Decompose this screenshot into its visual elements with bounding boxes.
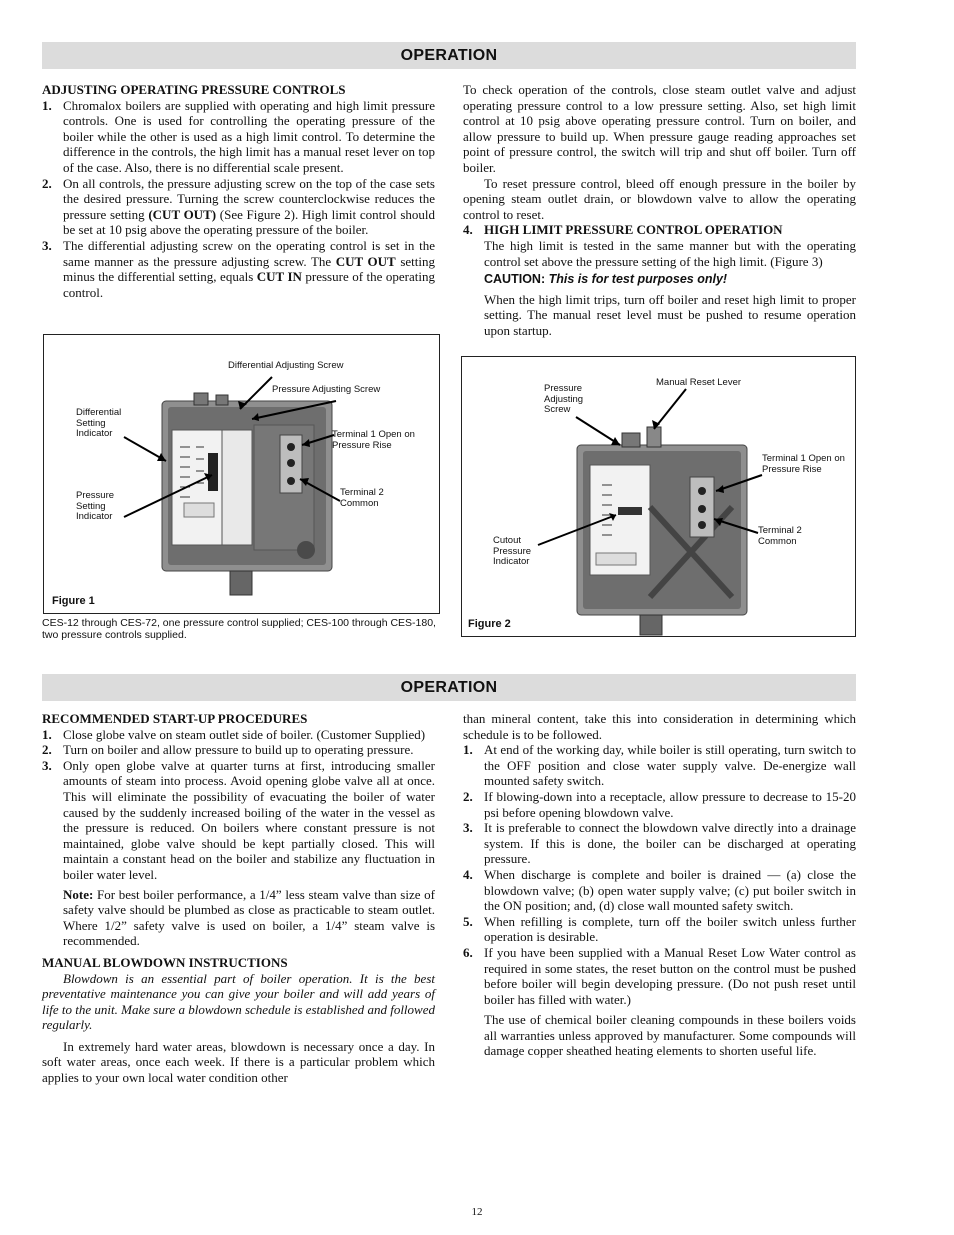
figure-1-box [43, 334, 440, 614]
figure-1-label-differential-adjusting-screw: Differential Adjusting Screw [228, 360, 344, 371]
item-number: 3. [463, 820, 473, 836]
list-item [42, 742, 435, 758]
high-limit-reset-text: When the high limit trips, turn off boiler and reset high limit to proper setting. The manual reset level must be pushed to resume operation upon startup. [484, 291, 856, 338]
figure-1-label-terminal-1: Terminal 1 Open on Pressure Rise [332, 429, 415, 451]
figure-1-label-terminal-2: Terminal 2 Common [340, 487, 384, 509]
adjusting-controls-list [42, 98, 435, 301]
figure-2-label-terminal-2: Terminal 2 Common [758, 525, 802, 547]
item-text: setting minus the differential setting, equals [63, 253, 435, 285]
item-number: 3. [42, 237, 52, 253]
item-number: 2. [42, 742, 52, 758]
item-number: 2. [42, 175, 52, 191]
figure-2-box [461, 356, 856, 637]
item-text: Turn on boiler and allow pressure to build up to operating pressure. [63, 742, 414, 758]
startup-procedures-column [42, 711, 435, 1086]
high-limit-heading: HIGH LIMIT PRESSURE CONTROL OPERATION [484, 222, 783, 238]
caution-text: This is for test purposes only! [548, 272, 728, 287]
list-item [42, 238, 435, 300]
blowdown-steps-list [463, 742, 856, 1007]
figure-1-caption: CES-12 through CES-72, one pressure control supplied; CES-100 through CES-180, two pressure controls supplied. [42, 617, 436, 641]
item-text: CUT IN [256, 269, 302, 285]
list-item [42, 758, 435, 883]
caution-label: CAUTION: [484, 272, 546, 287]
item-number: 1. [42, 97, 52, 113]
list-item [463, 742, 856, 789]
item-text: CUT OUT [335, 253, 396, 269]
item-text: Chromalox boilers are supplied with operating and high limit pressure controls. One is used for controlling the operating pressure of the boiler while the other is used as a high limit control. To determine the difference in the controls, the high limit has a manual reset lever on top of the case. Also, there is no differential scale present. [63, 97, 435, 175]
item-number: 4. [463, 866, 473, 882]
note-text: For best boiler performance, a 1/4” less steam valve than size of safety valve should be plumbed as close as practicable to steam outlet. Where 1/2” safety valve is used on boiler, a 1/4” steam valve is recommended. [63, 886, 435, 949]
list-item [463, 914, 856, 945]
figure-2-label: Figure 2 [468, 618, 511, 630]
item-text: Close globe valve on steam outlet side of boiler. (Customer Supplied) [63, 726, 426, 742]
figure-1-label: Figure 1 [52, 595, 95, 607]
high-limit-item [463, 222, 856, 269]
list-item [463, 945, 856, 1007]
section-title-operation-1: OPERATION [42, 42, 856, 69]
blowdown-intro: Blowdown is an essential part of boiler operation. It is the best preventative maintenance you can give your boiler and will add years of life to the unit. Make sure a blowdown schedule is established and followed regularly. [42, 970, 435, 1033]
startup-heading: RECOMMENDED START-UP PROCEDURES [42, 711, 308, 726]
reset-control-paragraph: To reset pressure control, bleed off enough pressure in the boiler by opening steam outlet drain, or blowdown valve to allow the operating control to reset. [463, 175, 856, 222]
item-number: 6. [463, 944, 473, 960]
valve-note [42, 887, 435, 949]
figure-1-label-pressure-adjusting-screw: Pressure Adjusting Screw [272, 384, 381, 395]
item-number: 1. [42, 726, 52, 742]
blowdown-steps-column [463, 711, 856, 1059]
check-operation-paragraph: To check operation of the controls, close steam outlet valve and adjust operating pressure control to a low pressure setting. Also, set high limit control at 10 psig above operating pressure control. Turn on boiler, and allow pressure to build up. When pressure gauge reading approaches set point of pressure control, the switch will trip and shut off boiler. Turn off boiler. [463, 82, 856, 175]
check-operation-column [463, 82, 856, 339]
blowdown-continuation: than mineral content, take this into consideration in determining which schedule is to be followed. [463, 711, 856, 742]
figure-2-illustration [462, 357, 855, 636]
item-text: When refilling is complete, turn off the boiler switch unless further operation is desirable. [484, 913, 856, 945]
item-text: pressure of the operating control. [63, 269, 435, 300]
figure-1-label-pressure-setting-indicator: Pressure Setting Indicator [76, 490, 115, 522]
list-item [42, 176, 435, 238]
item-text: When discharge is complete and boiler is drained — (a) close the blowdown valve; (b) open water supply valve; (c) put boiler switch in the ON position; and, (d) close wall mounted safety switch. [484, 866, 856, 914]
item-text: On all controls, the pressure adjusting screw on the top of the case sets the desired pressure. Turning the screw counterclockwise reduces the pressure setting [63, 175, 435, 222]
figure-2-label-pressure-adjusting-screw: Pressure Adjusting Screw [544, 383, 584, 415]
item-number: 2. [463, 788, 473, 804]
item-text: (See Figure 2). High limit control should be set at 10 psig above the operating pressure of the boiler. [63, 206, 436, 238]
figure-1-label-differential-setting-indicator: Differential Setting Indicator [76, 407, 122, 439]
list-item [42, 98, 435, 176]
blowdown-frequency-paragraph: In extremely hard water areas, blowdown is necessary once a day. In soft water areas, once each week. If there is a particular problem which applies to your own local water condition other [42, 1038, 435, 1086]
item-number: 4. [463, 222, 473, 238]
figure-2-label-manual-reset-lever: Manual Reset Lever [656, 377, 742, 388]
page-number: 12 [471, 1206, 483, 1218]
adjusting-controls-column [42, 82, 435, 300]
startup-list [42, 727, 435, 883]
item-text: Only open globe valve at quarter turns at first, introducing smaller amounts of steam into process. Avoid opening globe valve all at once. This will eliminate the possibility of evacuating the boiler of water caused by the suddenly increased boiling of the water in the vessel as the pressure is reduced. On boilers where constant pressure is not maintained, globe valve should be kept partially closed. This will maintain a constant head on the boiler and stabilize any fluctuation in boiler water level. [63, 757, 435, 882]
list-item [463, 867, 856, 914]
item-text: At end of the working day, while boiler is still operating, turn switch to the OFF position and close water supply valve. De-energize wall mounted safety switch. [484, 742, 856, 789]
section-title-operation-2: OPERATION [42, 674, 856, 701]
item-text: If blowing-down into a receptacle, allow pressure to decrease to 15-20 psi before opening blowdown valve. [484, 788, 856, 820]
item-number: 3. [42, 757, 52, 773]
blowdown-heading: MANUAL BLOWDOWN INSTRUCTIONS [42, 954, 288, 970]
item-text: (CUT OUT) [148, 206, 217, 222]
list-item [463, 820, 856, 867]
item-number: 1. [463, 742, 473, 758]
figure-2-label-cutout-pressure-indicator: Cutout Pressure Indicator [493, 535, 532, 567]
item-number: 5. [463, 913, 473, 929]
note-label: Note: [63, 886, 94, 902]
item-text: It is preferable to connect the blowdown valve directly into a drainage system. If this is done, the boiler can be discharged at operating pressure. [484, 820, 856, 867]
list-item [42, 727, 435, 743]
figure-2-label-terminal-1: Terminal 1 Open on Pressure Rise [762, 453, 845, 475]
adjusting-controls-heading: ADJUSTING OPERATING PRESSURE CONTROLS [42, 82, 346, 97]
item-text: If you have been supplied with a Manual Reset Low Water control as required in some states, the reset button on the control must be pushed before boiler will begin developing pressure. (Do not push reset until boiler has filled with water.) [484, 944, 856, 1007]
figure-1-illustration [44, 335, 439, 613]
chemical-cleaning-note: The use of chemical boiler cleaning compounds in these boilers voids all warranties unless approved by manufacturer. Some compounds will damage copper sheathed heating elements to shorten useful life. [484, 1012, 856, 1059]
item-text: The differential adjusting screw on the operating control is set in the same manner as the pressure adjusting screw. The [63, 237, 435, 269]
caution-note [463, 272, 856, 288]
high-limit-text: The high limit is tested in the same manner but with the operating control set above the pressure setting of the high limit. (Figure 3) [484, 237, 856, 269]
list-item [463, 789, 856, 820]
